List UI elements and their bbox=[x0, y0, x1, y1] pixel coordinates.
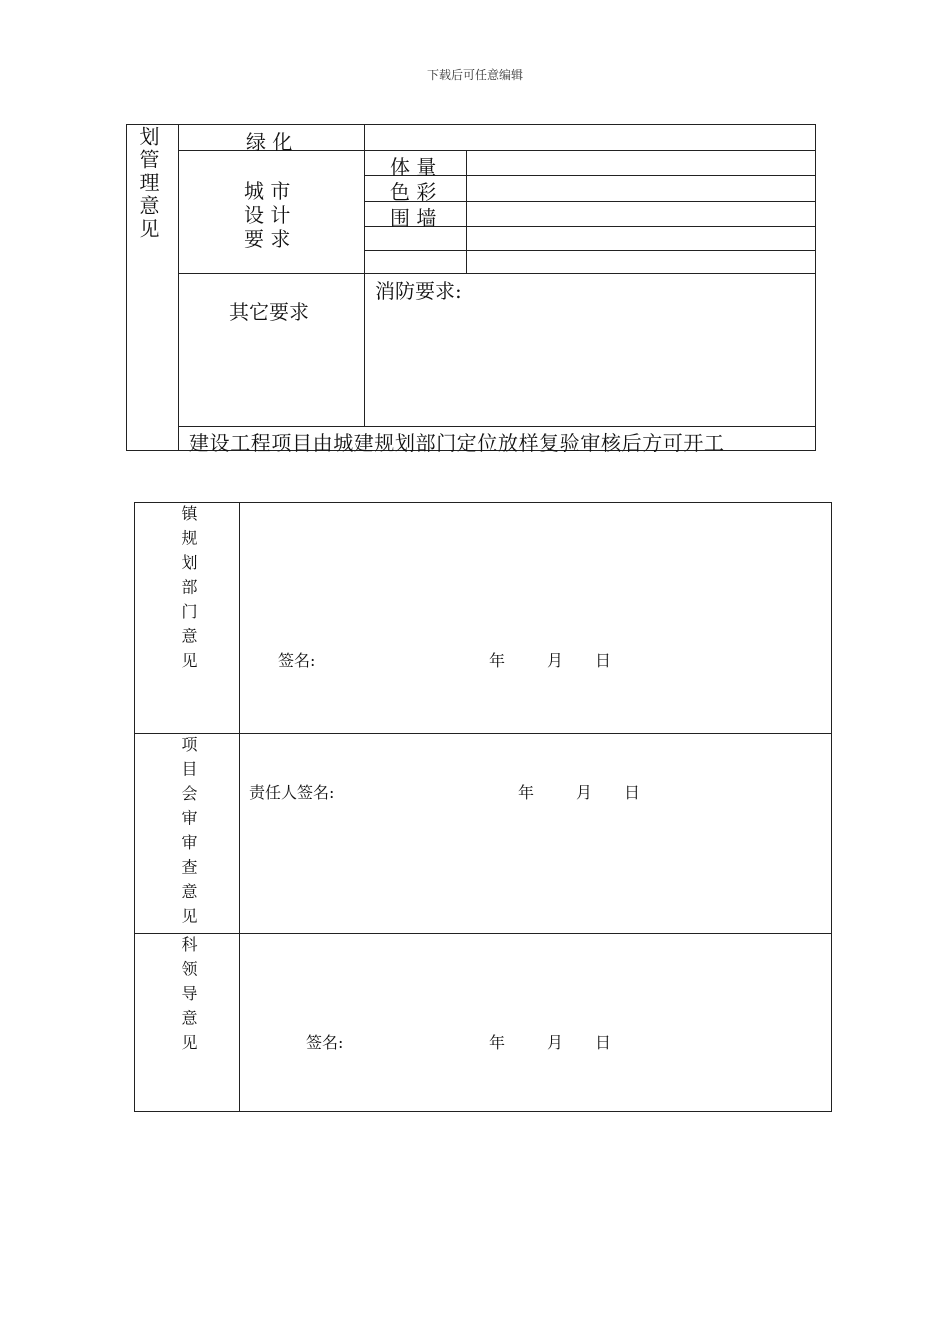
row2-day: 日 bbox=[624, 783, 641, 802]
wall-value[interactable] bbox=[467, 202, 815, 226]
color-label: 色 彩 bbox=[390, 180, 437, 204]
row1-year: 年 bbox=[489, 651, 506, 670]
row1-month: 月 bbox=[547, 651, 564, 670]
row3-sign-label: 签名: bbox=[306, 1033, 344, 1052]
row2-month: 月 bbox=[576, 783, 593, 802]
greening-label: 绿 化 bbox=[246, 130, 293, 154]
town-planning-opinion-label: 镇规划部门意见 bbox=[179, 505, 198, 677]
row2-year: 年 bbox=[518, 783, 535, 802]
fire-requirements-field[interactable] bbox=[365, 300, 815, 425]
other-requirements-label: 其它要求 bbox=[229, 300, 309, 324]
fire-requirements-label: 消防要求: bbox=[375, 279, 462, 303]
greening-value[interactable] bbox=[365, 125, 815, 150]
volume-value[interactable] bbox=[467, 151, 815, 175]
project-review-opinion-label: 项目会审审查意见 bbox=[179, 736, 198, 932]
wall-label: 围 墙 bbox=[390, 206, 437, 230]
city-design-line3: 要 求 bbox=[244, 227, 291, 251]
row3-month: 月 bbox=[547, 1033, 564, 1052]
table1-border-right bbox=[815, 124, 816, 451]
row3-year: 年 bbox=[489, 1033, 506, 1052]
project-review-opinion-field[interactable] bbox=[241, 805, 830, 931]
town-planning-opinion-field[interactable] bbox=[241, 504, 830, 644]
table1-border-left bbox=[126, 124, 127, 451]
page-header: 下载后可任意编辑 bbox=[426, 68, 523, 82]
section-leader-opinion-label: 科领导意见 bbox=[179, 936, 198, 1059]
side-label: 划管理意见 bbox=[136, 126, 160, 241]
city-design-line1: 城 市 bbox=[244, 179, 291, 203]
row2-sign-label: 责任人签名: bbox=[249, 783, 335, 802]
row3-day: 日 bbox=[595, 1033, 612, 1052]
color-value[interactable] bbox=[467, 176, 815, 201]
construction-notice: 建设工程项目由城建规划部门定位放样复验审核后方可开工 bbox=[189, 431, 725, 455]
row1-sign-label: 签名: bbox=[278, 651, 316, 670]
row1-day: 日 bbox=[595, 651, 612, 670]
city-design-line2: 设 计 bbox=[244, 203, 291, 227]
section-leader-opinion-field[interactable] bbox=[241, 935, 830, 1025]
volume-label: 体 量 bbox=[390, 155, 437, 179]
